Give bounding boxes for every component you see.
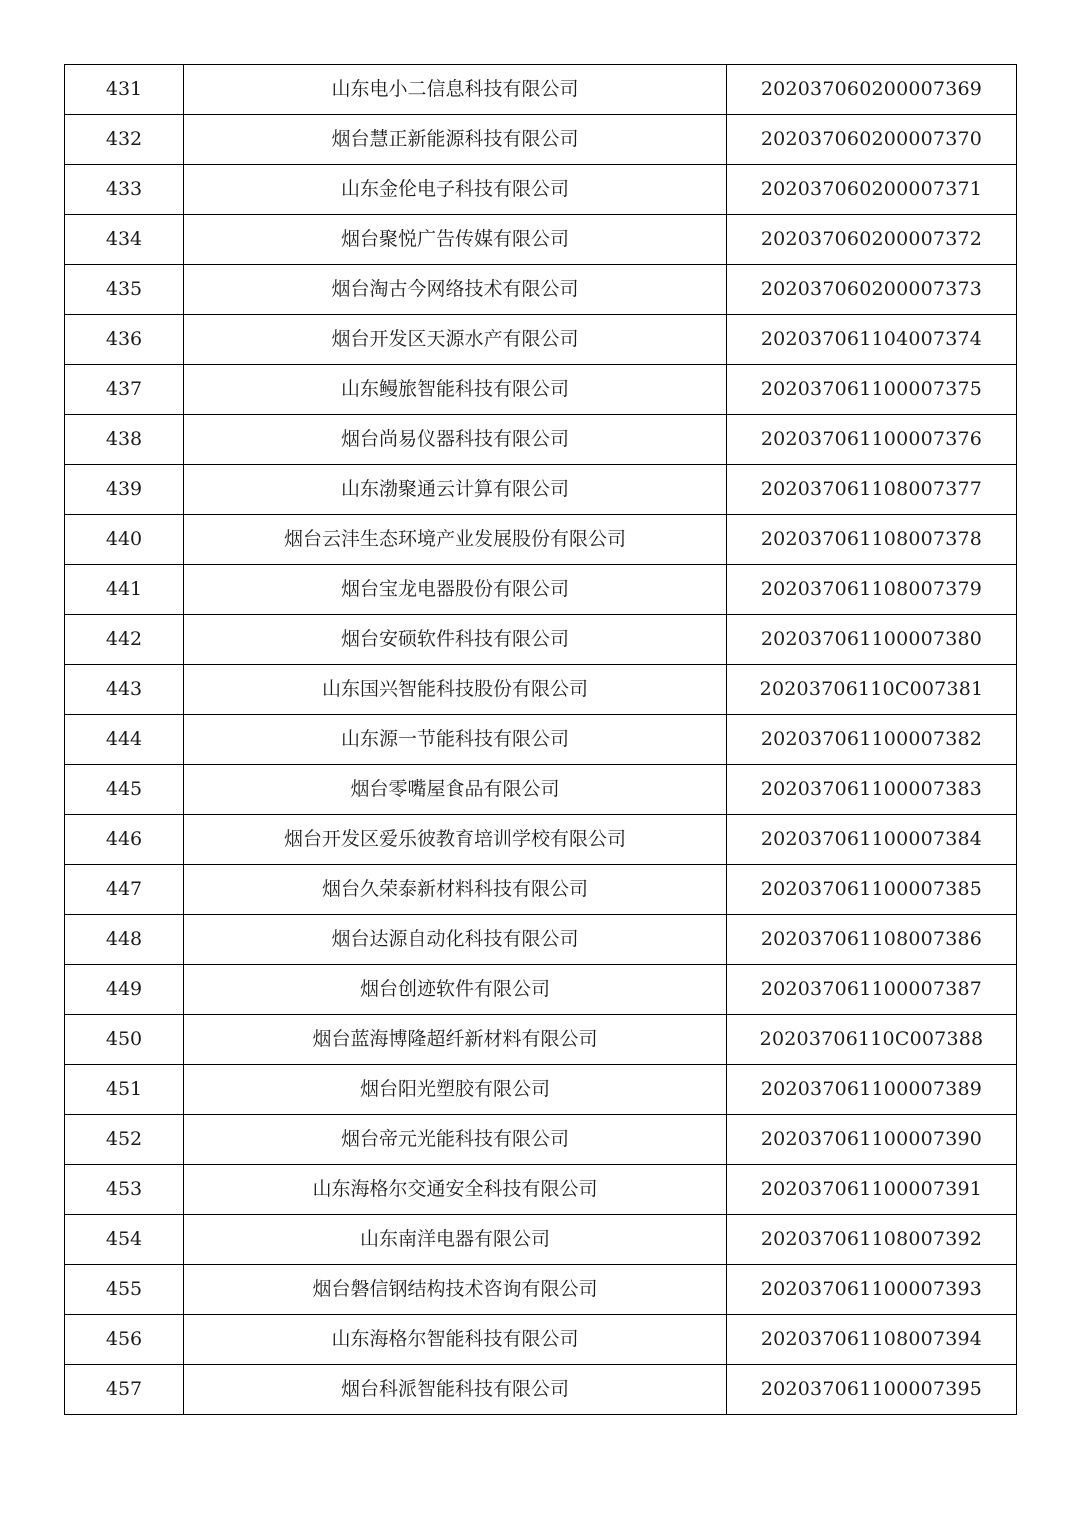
- row-number-cell: 451: [65, 1065, 184, 1115]
- row-number-cell: 434: [65, 215, 184, 265]
- table-row: [65, 965, 1017, 1015]
- registration-code-cell: 202037060200007369: [727, 65, 1017, 115]
- row-number-cell: 452: [65, 1115, 184, 1165]
- registration-code-cell: 202037061100007395: [727, 1365, 1017, 1415]
- company-name-cell: 烟台开发区爱乐彼教育培训学校有限公司: [184, 815, 727, 865]
- company-name-cell: 山东国兴智能科技股份有限公司: [184, 665, 727, 715]
- registration-code-cell: 202037060200007373: [727, 265, 1017, 315]
- table-row: [65, 765, 1017, 815]
- company-name-cell: 烟台达源自动化科技有限公司: [184, 915, 727, 965]
- row-number-cell: 438: [65, 415, 184, 465]
- company-name-cell: 山东源一节能科技有限公司: [184, 715, 727, 765]
- row-number-cell: 447: [65, 865, 184, 915]
- row-number-cell: 448: [65, 915, 184, 965]
- table-row: [65, 1265, 1017, 1315]
- registration-code-cell: 20203706110C007381: [727, 665, 1017, 715]
- row-number-cell: 446: [65, 815, 184, 865]
- table-row: [65, 115, 1017, 165]
- company-name-cell: 烟台开发区天源水产有限公司: [184, 315, 727, 365]
- table-row: [65, 465, 1017, 515]
- table-body: [65, 65, 1017, 1415]
- company-name-cell: 烟台尚易仪器科技有限公司: [184, 415, 727, 465]
- row-number-cell: 455: [65, 1265, 184, 1315]
- registration-code-cell: 202037061100007389: [727, 1065, 1017, 1115]
- row-number-cell: 442: [65, 615, 184, 665]
- registration-code-cell: 202037061100007385: [727, 865, 1017, 915]
- row-number-cell: 431: [65, 65, 184, 115]
- table-row: [65, 665, 1017, 715]
- row-number-cell: 433: [65, 165, 184, 215]
- registration-code-cell: 202037061108007392: [727, 1215, 1017, 1265]
- company-name-cell: 烟台蓝海博隆超纤新材料有限公司: [184, 1015, 727, 1065]
- table-row: [65, 65, 1017, 115]
- table-row: [65, 315, 1017, 365]
- company-name-cell: 烟台帝元光能科技有限公司: [184, 1115, 727, 1165]
- row-number-cell: 457: [65, 1365, 184, 1415]
- company-name-cell: 山东渤聚通云计算有限公司: [184, 465, 727, 515]
- row-number-cell: 456: [65, 1315, 184, 1365]
- row-number-cell: 445: [65, 765, 184, 815]
- registration-code-cell: 202037061100007390: [727, 1115, 1017, 1165]
- registration-code-cell: 202037061100007387: [727, 965, 1017, 1015]
- registration-code-cell: 202037061100007382: [727, 715, 1017, 765]
- registration-code-cell: 202037061108007377: [727, 465, 1017, 515]
- registration-code-cell: 202037060200007372: [727, 215, 1017, 265]
- registration-code-cell: 202037061100007375: [727, 365, 1017, 415]
- row-number-cell: 437: [65, 365, 184, 415]
- company-name-cell: 烟台创迹软件有限公司: [184, 965, 727, 1015]
- row-number-cell: 453: [65, 1165, 184, 1215]
- registration-code-cell: 202037061108007394: [727, 1315, 1017, 1365]
- table-row: [65, 1015, 1017, 1065]
- company-name-cell: 山东鳗旅智能科技有限公司: [184, 365, 727, 415]
- company-name-cell: 山东南洋电器有限公司: [184, 1215, 727, 1265]
- registration-code-cell: 202037060200007370: [727, 115, 1017, 165]
- company-name-cell: 烟台阳光塑胶有限公司: [184, 1065, 727, 1115]
- registration-code-cell: 202037061100007384: [727, 815, 1017, 865]
- registration-code-cell: 20203706110C007388: [727, 1015, 1017, 1065]
- company-name-cell: 山东海格尔智能科技有限公司: [184, 1315, 727, 1365]
- registration-code-cell: 202037061100007383: [727, 765, 1017, 815]
- table-row: [65, 365, 1017, 415]
- table-row: [65, 1365, 1017, 1415]
- company-name-cell: 烟台久荣泰新材料科技有限公司: [184, 865, 727, 915]
- row-number-cell: 432: [65, 115, 184, 165]
- registration-code-cell: 202037061104007374: [727, 315, 1017, 365]
- company-name-cell: 烟台零嘴屋食品有限公司: [184, 765, 727, 815]
- registration-code-cell: 202037060200007371: [727, 165, 1017, 215]
- company-registry-table: [64, 64, 1017, 1415]
- row-number-cell: 441: [65, 565, 184, 615]
- table-row: [65, 565, 1017, 615]
- table-row: [65, 415, 1017, 465]
- company-name-cell: 烟台科派智能科技有限公司: [184, 1365, 727, 1415]
- table-row: [65, 215, 1017, 265]
- row-number-cell: 436: [65, 315, 184, 365]
- row-number-cell: 443: [65, 665, 184, 715]
- table-row: [65, 1065, 1017, 1115]
- company-name-cell: 烟台淘古今网络技术有限公司: [184, 265, 727, 315]
- company-name-cell: 山东海格尔交通安全科技有限公司: [184, 1165, 727, 1215]
- registration-code-cell: 202037061108007379: [727, 565, 1017, 615]
- table-row: [65, 815, 1017, 865]
- row-number-cell: 450: [65, 1015, 184, 1065]
- company-name-cell: 山东电小二信息科技有限公司: [184, 65, 727, 115]
- row-number-cell: 449: [65, 965, 184, 1015]
- row-number-cell: 454: [65, 1215, 184, 1265]
- row-number-cell: 439: [65, 465, 184, 515]
- company-name-cell: 烟台云沣生态环境产业发展股份有限公司: [184, 515, 727, 565]
- row-number-cell: 440: [65, 515, 184, 565]
- table-row: [65, 915, 1017, 965]
- table-row: [65, 615, 1017, 665]
- table-row: [65, 1315, 1017, 1365]
- table-row: [65, 1215, 1017, 1265]
- company-name-cell: 烟台聚悦广告传媒有限公司: [184, 215, 727, 265]
- company-name-cell: 山东金伦电子科技有限公司: [184, 165, 727, 215]
- company-name-cell: 烟台安硕软件科技有限公司: [184, 615, 727, 665]
- registration-code-cell: 202037061100007391: [727, 1165, 1017, 1215]
- company-name-cell: 烟台慧正新能源科技有限公司: [184, 115, 727, 165]
- table-row: [65, 265, 1017, 315]
- table-row: [65, 865, 1017, 915]
- registration-code-cell: 202037061100007380: [727, 615, 1017, 665]
- table-row: [65, 515, 1017, 565]
- registration-code-cell: 202037061100007393: [727, 1265, 1017, 1315]
- row-number-cell: 444: [65, 715, 184, 765]
- registration-code-cell: 202037061108007378: [727, 515, 1017, 565]
- registration-code-cell: 202037061100007376: [727, 415, 1017, 465]
- table-row: [65, 1115, 1017, 1165]
- company-name-cell: 烟台磐信钢结构技术咨询有限公司: [184, 1265, 727, 1315]
- company-name-cell: 烟台宝龙电器股份有限公司: [184, 565, 727, 615]
- registration-code-cell: 202037061108007386: [727, 915, 1017, 965]
- table-row: [65, 165, 1017, 215]
- table-row: [65, 715, 1017, 765]
- table-row: [65, 1165, 1017, 1215]
- row-number-cell: 435: [65, 265, 184, 315]
